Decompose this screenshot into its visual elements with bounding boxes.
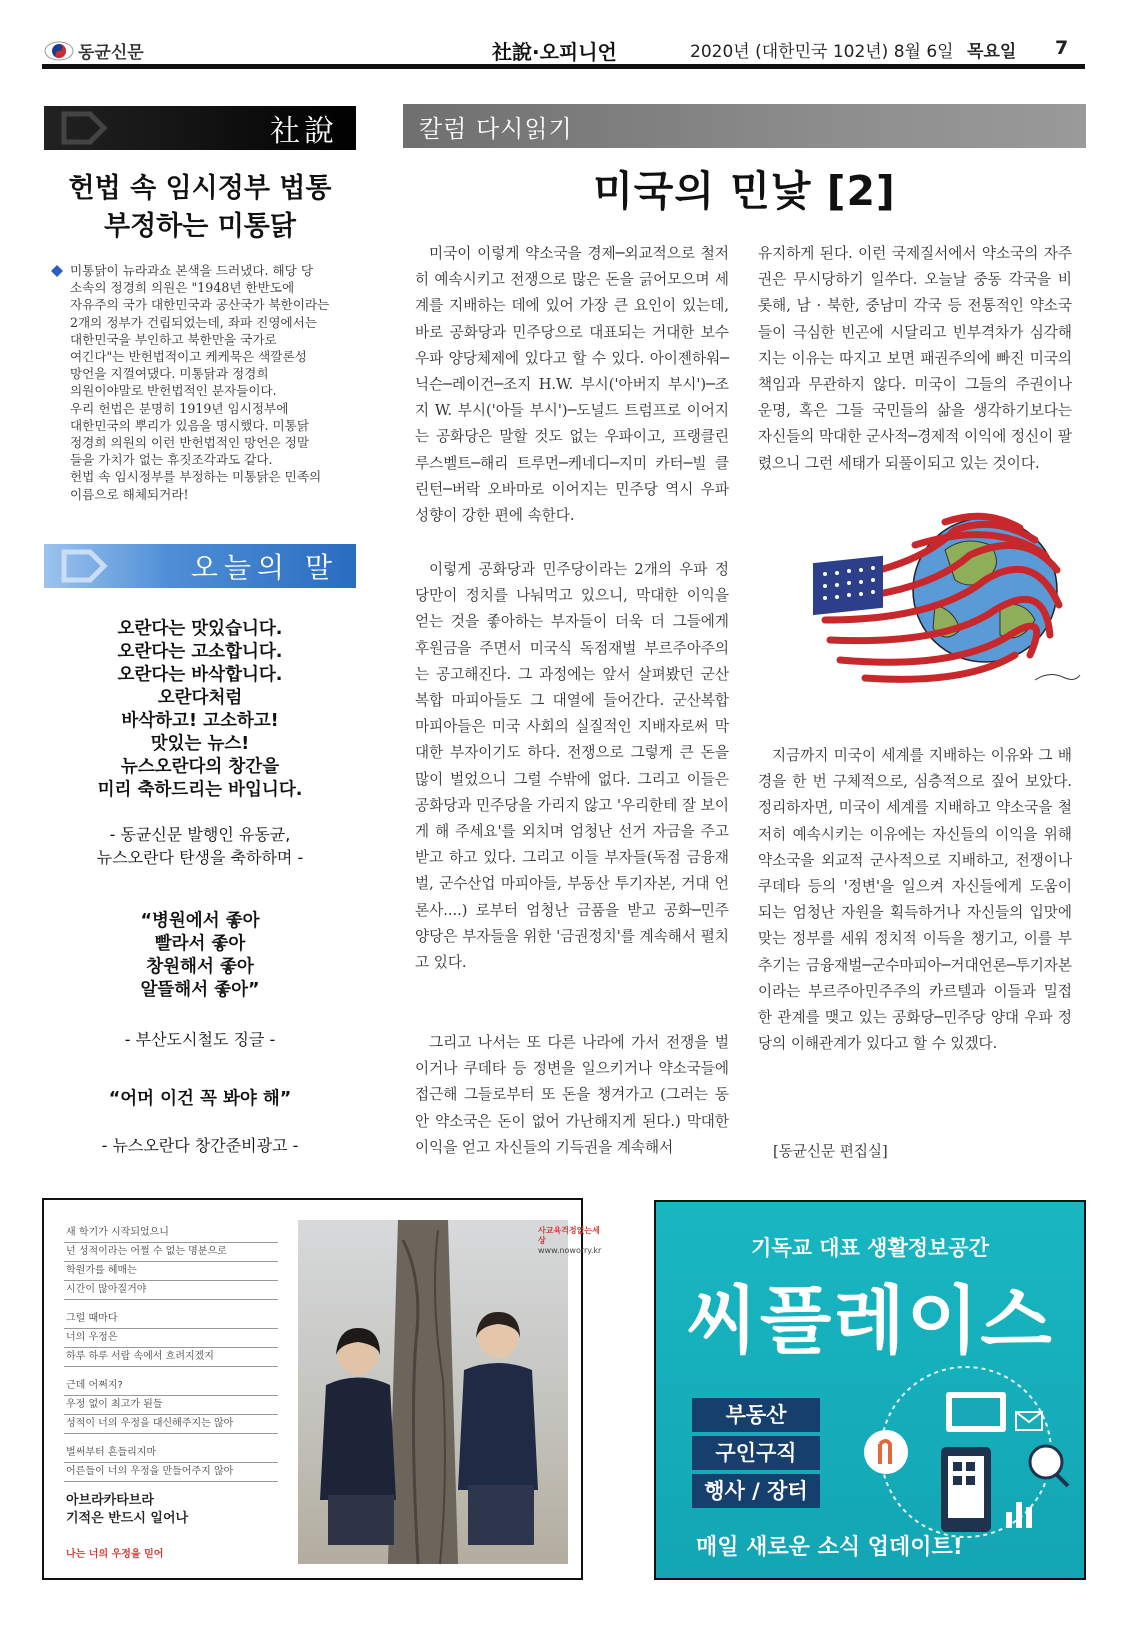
quote-line: 오란다는 바삭합니다. [117,665,283,685]
editorial-line: 미통닭이 뉴라과쇼 본색을 드러냈다. 해당 당 [70,263,313,278]
smartphone-icon [941,1447,991,1532]
ad-cplace-title: 씨플레이스 [686,1278,1054,1364]
ad-poem [64,1224,278,1492]
quote-ad: “어머 이건 꼭 봐야 해” [108,1089,292,1109]
editorial-title-line1: 헌법 속 임시정부 법통 [68,173,332,204]
editorial-line: 망언을 지껄여댔다. 미통닭과 정경희 [70,366,269,382]
ad-friendship[interactable] [42,1198,602,1580]
paragraph-text: 미국이 이렇게 약소국을 경제─외교적으로 철저히 예속시키고 전쟁으로 많은 돈을 긁어모으며 세계를 지배하는 데에 있어 가장 큰 요인이 있는데, 바로 공화당과 민주당으로 대표되는 거대한 보수 우파 양당체제에 있다고 할 수 있다. 아이젠하워─닉슨─레이건─조지 H.W. 부시('아버지 부시')─조지 W. 부시('아들 부시')─도널드 트럼프로 이어지는 공화당은 말할 것도 없는 우파이고, 프랭클린 루스벨트─해리 트루먼─케네디─지미 카터─빌 클린턴─버락 오바마로 이어지는 민주당 역시 우파 성향이 강한 편에 속한다. [415,245,729,525]
issue-date-text: 2020년 (대한민국 102년) 8월 6일 [690,42,954,62]
words-banner [44,544,356,588]
editorial-line: 소속의 정경희 의원은 "1948년 한반도에 [70,280,295,296]
poem-stanza [64,1224,278,1300]
editorial-line: 정경희 의원의 이런 반헌법적인 망언은 정말 [70,435,309,451]
editorial-banner [44,106,356,150]
ad-brand [538,1226,601,1256]
ad-brand-name: 사교육걱정없는세상 [538,1226,600,1245]
quote-line: 창원해서 좋아 [146,957,254,977]
column-paragraph-4 [758,241,1072,477]
flag-globe-illustration [795,510,1085,695]
ad-tag-events[interactable]: 행사 / 장터 [692,1474,820,1508]
editorial-line: 의원이야말로 반헌법적인 분자들이다. [70,383,277,399]
poem-line: 근데 어쩌지? [64,1377,278,1396]
issue-weekday: 목요일 [967,42,1017,62]
poem-line: 성적이 너의 우정을 대신해주지는 않아 [64,1415,278,1434]
credit-line: 뉴스오란다 탄생을 축하하며 - [96,848,304,867]
hand-touch-icon [864,1430,908,1474]
paragraph-text: 지금까지 미국이 세계를 지배하는 이유와 그 배경을 한 번 구체적으로, 심층적으로 짚어 보았다. 정리하자면, 미국이 세계를 지배하고 약소국을 철저히 예속시키는 이유에는 자신들의 이익을 위해 약소국을 외교적 군사적으로 지배하고, 전쟁이나 쿠데타 등의 '정변'을 일으켜 자신들에게 도움이 되는 엄청난 자원을 획득하거나 자신들의 입맛에 맞는 정부를 세워 정치적 이득을 챙기고, 이를 부추기는 금융재벌─군수마피아─거대언론─투기자본이라는 부르주아민주주의 카르텔과 이들과 밀접한 관계를 맺고 있는 공화당─민주당 양대 우파 정당의 이해관계가 있다고 할 수 있겠다. [758,747,1072,1053]
editorial-line: 2개의 정부가 건립되었는데, 좌파 진영에서는 [70,314,318,330]
editorial-line: 헌법 속 임시정부를 부정하는 미통닭은 민족의 [70,469,322,485]
page-number: 7 [1055,37,1069,59]
editorial-line: 이름으로 해체되거라! [70,486,189,502]
poem-line: 그럴 때마다 [64,1310,278,1329]
poem-stanza [64,1310,278,1367]
editorial-line: 여긴다"는 반헌법적이고 케케묵은 색깔론성 [70,349,307,365]
quote-jingle-credit: - 부산도시철도 징글 - [124,1030,276,1049]
editorial-title-line2: 부정하는 미통닭 [104,211,296,242]
poem-line: 우정 없이 최고가 된들 [64,1396,278,1415]
paper-name: 동균신문 [78,43,144,63]
students-photo [298,1220,568,1564]
paragraph-text: 그리고 나서는 또 다른 나라에 가서 전쟁을 벌이거나 쿠데타 등 정변을 일으키거나 약소국들에 접근해 그들로부터 또 돈을 챙겨가고 (그러는 동안 약소국은 돈이 없어 가난해지게 된다.) 막대한 이익을 얻고 자신들의 기득권을 계속해서 [415,1034,729,1156]
editorial-line: 들을 가치가 없는 휴짓조각과도 같다. [70,452,273,468]
words-banner-label: 오늘의 말 [190,551,338,584]
editorial-line: 대한민국을 부인하고 북한만을 국가로 [70,331,277,347]
poem-line: 어른들이 너의 우정을 만들어주지 않아 [64,1463,278,1482]
editorial-line: 우리 헌법은 분명히 1919년 임시정부에 [70,400,289,416]
column-banner: 칼럼 다시읽기 [403,104,1086,148]
poem-line: 벌써부터 흔들리지마 [64,1444,278,1463]
quote-line: 오란다는 고소합니다. [117,642,283,662]
logo-emblem-icon [44,41,74,61]
poem-line: 하루 하루 서랍 속에서 흐려지겠지 [64,1348,278,1367]
ad-tag-jobs[interactable]: 구인구직 [692,1436,820,1470]
quote-jingle [44,910,356,1002]
quote-ad-credit: - 뉴스오란다 창간준비광고 - [101,1136,299,1155]
editorial-title [44,170,356,246]
paragraph-text: 유지하게 된다. 이런 국제질서에서 약소국의 자주권은 무시당하기 일쑤다. 오늘날 중동 각국을 비롯해, 남 · 북한, 중남미 각국 등 전통적인 약소국들이 극심한 빈곤에 시달리고 빈부격차가 심각해지는 이유는 따지고 보면 패권주의에 빠진 미국의 책임과 무관하지 않다. 미국이 그들의 주권이나 운명, 혹은 그들 국민들의 삶을 생각하기보다는 자신들의 막대한 군사적─경제적 이익에 정신이 팔렸으니 그런 세태가 되풀이되고 있는 것이다. [758,245,1072,472]
editorial-body [54,262,354,503]
quote-line: 미리 축하드리는 바입니다. [97,780,303,800]
quote-line: 빨라서 좋아 [154,934,246,954]
section-title: 社說·오피니언 [492,40,617,64]
poem-stanza [64,1377,278,1434]
editorial-line: 자유주의 국가 대한민국과 공산국가 북한이라는 [70,297,330,313]
column-paragraph-5 [758,743,1072,1057]
ad-brand-url: www.noworry.kr [538,1246,602,1255]
magnifier-icon [1030,1446,1068,1486]
poem-line: 학원가를 헤매는 [64,1262,278,1281]
quote-line: 바삭하고! 고소하고! [121,711,279,731]
quote-line: “병원에서 좋아 [140,911,260,931]
quote-line: 오란다처럼 [157,688,243,708]
column-paragraph-2 [415,557,729,976]
ad-big-line: 기적은 반드시 일어나 [66,1511,189,1526]
column-paragraph-3 [415,1030,729,1161]
quote-line: 맛있는 뉴스! [150,734,250,754]
quote-line: 알뜰해서 좋아” [140,980,260,1000]
ad-red-line: 나는 너의 우정을 믿어 [66,1549,164,1560]
chevron-right-icon [60,550,120,582]
quote-line: 오란다는 맛있습니다. [117,619,283,639]
editorial-text [54,262,354,503]
poem-line: 시간이 많아질거야 [64,1281,278,1300]
poem-line: 새 학기가 시작되었으니 [64,1224,278,1243]
issue-date [690,37,1016,62]
ad-tag-realestate[interactable]: 부동산 [692,1398,820,1432]
ad-cplace[interactable] [654,1200,1086,1580]
quote-orange [44,618,356,802]
credit-line: - 동균신문 발행인 유동균, [109,825,291,844]
ad-cplace-subtitle: 기독교 대표 생활정보공간 [751,1236,989,1260]
poem-stanza [64,1444,278,1482]
mail-icon [1016,1412,1042,1430]
column-signature: [동균신문 편집실] [773,1143,888,1160]
ad-cplace-bottom: 매일 새로운 소식 업데이트! [696,1535,963,1560]
editorial-banner-label: 社說 [270,114,338,149]
column-headline: 미국의 민낯 [2] [593,167,896,215]
ad-big-text [66,1492,188,1528]
chart-icon [1006,1502,1032,1528]
poem-line: 넌 성적이라는 어쩔 수 없는 명분으로 [64,1243,278,1262]
laptop-icon [946,1392,1006,1432]
quote-orange-credit [44,823,356,869]
paper-logo [44,38,144,63]
paragraph-text: 이렇게 공화당과 민주당이라는 2개의 우파 정당만이 정치를 나눠먹고 있으니, 막대한 이익을 얻는 것을 좋아하는 부자들이 더욱 더 그들에게 후원금을 주면서 미국식 독점재벌 부르주아주의는 공고해진다. 그 과정에는 앞서 살펴봤던 군산복합 마피아들도 그 대열에 들어간다. 군산복합 마피아들은 미국 사회의 실질적인 지배자로써 막대한 부자이기도 하다. 전쟁으로 그렇게 큰 돈을 많이 벌었으니 그럴 수밖에 없다. 그리고 이들은 공화당과 민주당을 가리지 않고 '우리한테 잘 보이게 해 주세요'를 외치며 엄청난 선거 자금을 주고받고 하고 있다. 그리고 이들 부자들(독점 금융재벌, 군수산업 마피아들, 부동산 투기자본, 거대 언론사....) 로부터 엄청난 금품을 받고 공화─민주 양당은 부자들을 위한 '금권정치'를 계속해서 펼치고 있다. [415,561,729,972]
artist-signature [1035,674,1080,680]
poem-line: 너의 우정은 [64,1329,278,1348]
chevron-right-icon [60,112,120,144]
ad-photo [298,1220,602,1564]
column-paragraph-1 [415,241,729,529]
editorial-line: 대한민국의 뿌리가 있음을 명시했다. 미통닭 [70,417,309,433]
ad-big-line: 아브라카타브라 [66,1493,154,1508]
quote-line: 뉴스오란다의 창간을 [120,757,280,777]
diamond-bullet-icon [51,265,63,277]
header-rule [42,64,1085,69]
